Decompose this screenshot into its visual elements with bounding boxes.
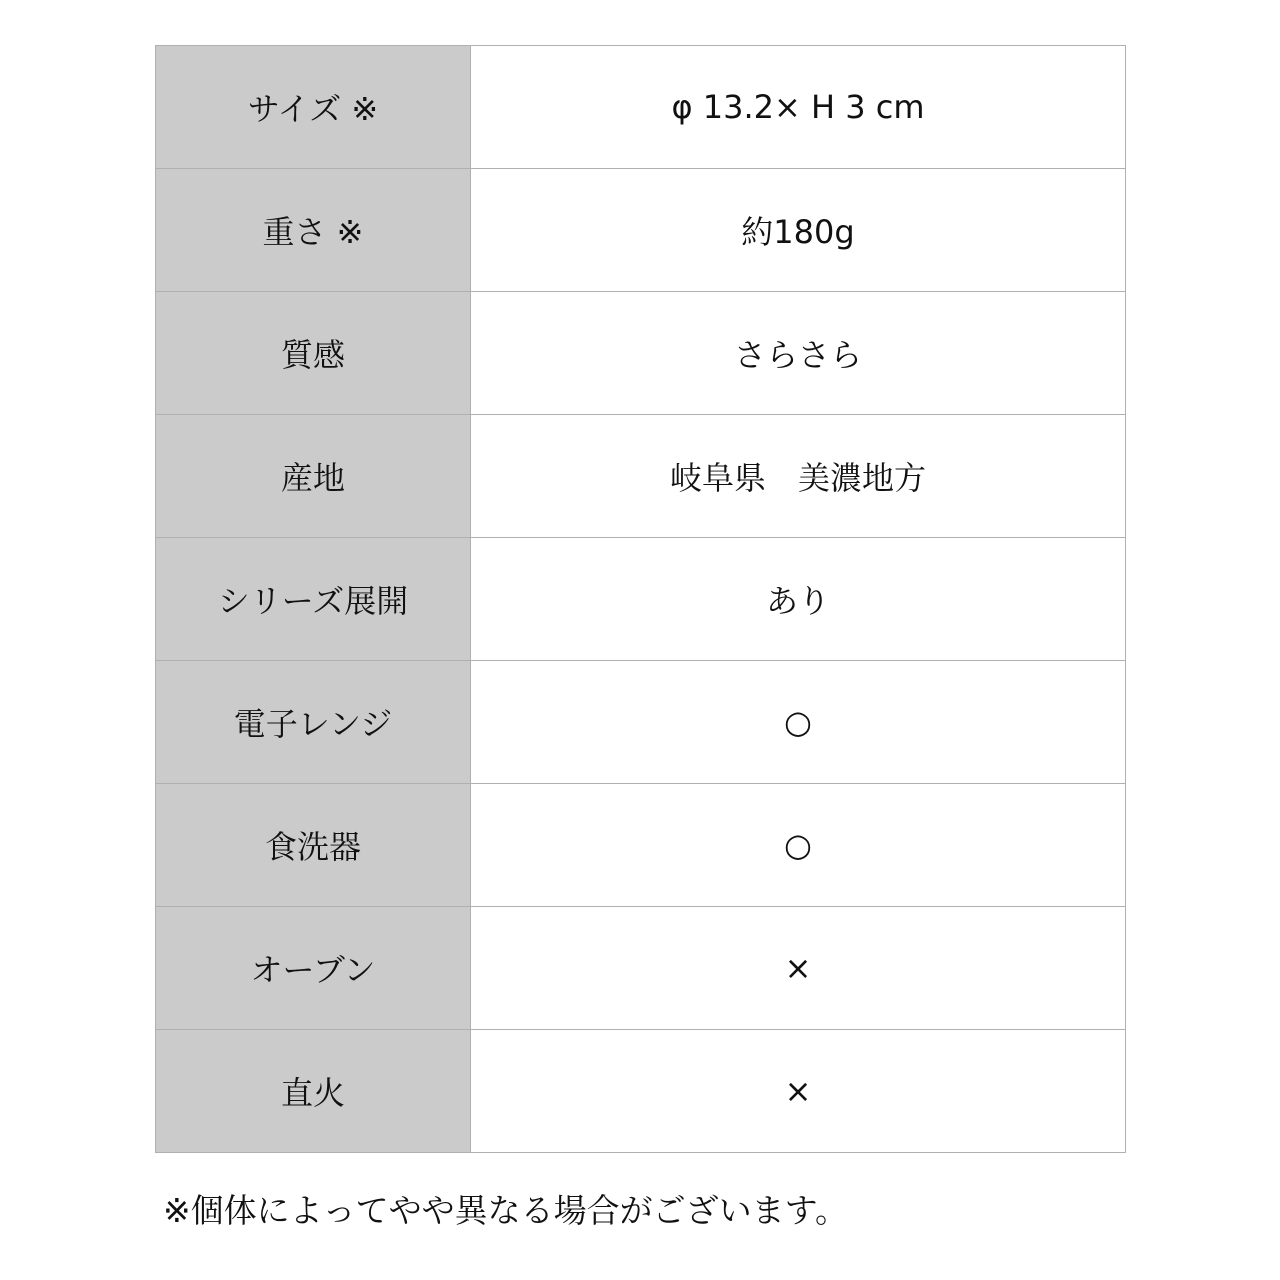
row-label-oven: オーブン [156,907,471,1030]
row-value-origin: 岐阜県 美濃地方 [471,415,1126,538]
spec-table [155,45,1126,1153]
table-row [156,784,1126,907]
row-label-microwave: 電子レンジ [156,661,471,784]
table-row [156,169,1126,292]
row-value-weight: 約180g [471,169,1126,292]
row-value-dishwasher: ○ [471,784,1126,907]
table-row [156,907,1126,1030]
row-label-direct-fire: 直火 [156,1030,471,1153]
row-label-series: シリーズ展開 [156,538,471,661]
footnote: ※個体によってやや異なる場合がございます。 [163,1191,849,1230]
row-label-size: サイズ ※ [156,46,471,169]
row-value-texture: さらさら [471,292,1126,415]
table-row [156,46,1126,169]
row-label-dishwasher: 食洗器 [156,784,471,907]
row-value-direct-fire: × [471,1030,1126,1153]
row-label-weight: 重さ ※ [156,169,471,292]
table-row [156,661,1126,784]
row-label-origin: 産地 [156,415,471,538]
table-row [156,292,1126,415]
table-row [156,1030,1126,1153]
row-value-series: あり [471,538,1126,661]
table-row [156,538,1126,661]
row-value-microwave: ○ [471,661,1126,784]
row-label-texture: 質感 [156,292,471,415]
table-row [156,415,1126,538]
row-value-size: φ 13.2× H 3 cm [471,46,1126,169]
row-value-oven: × [471,907,1126,1030]
